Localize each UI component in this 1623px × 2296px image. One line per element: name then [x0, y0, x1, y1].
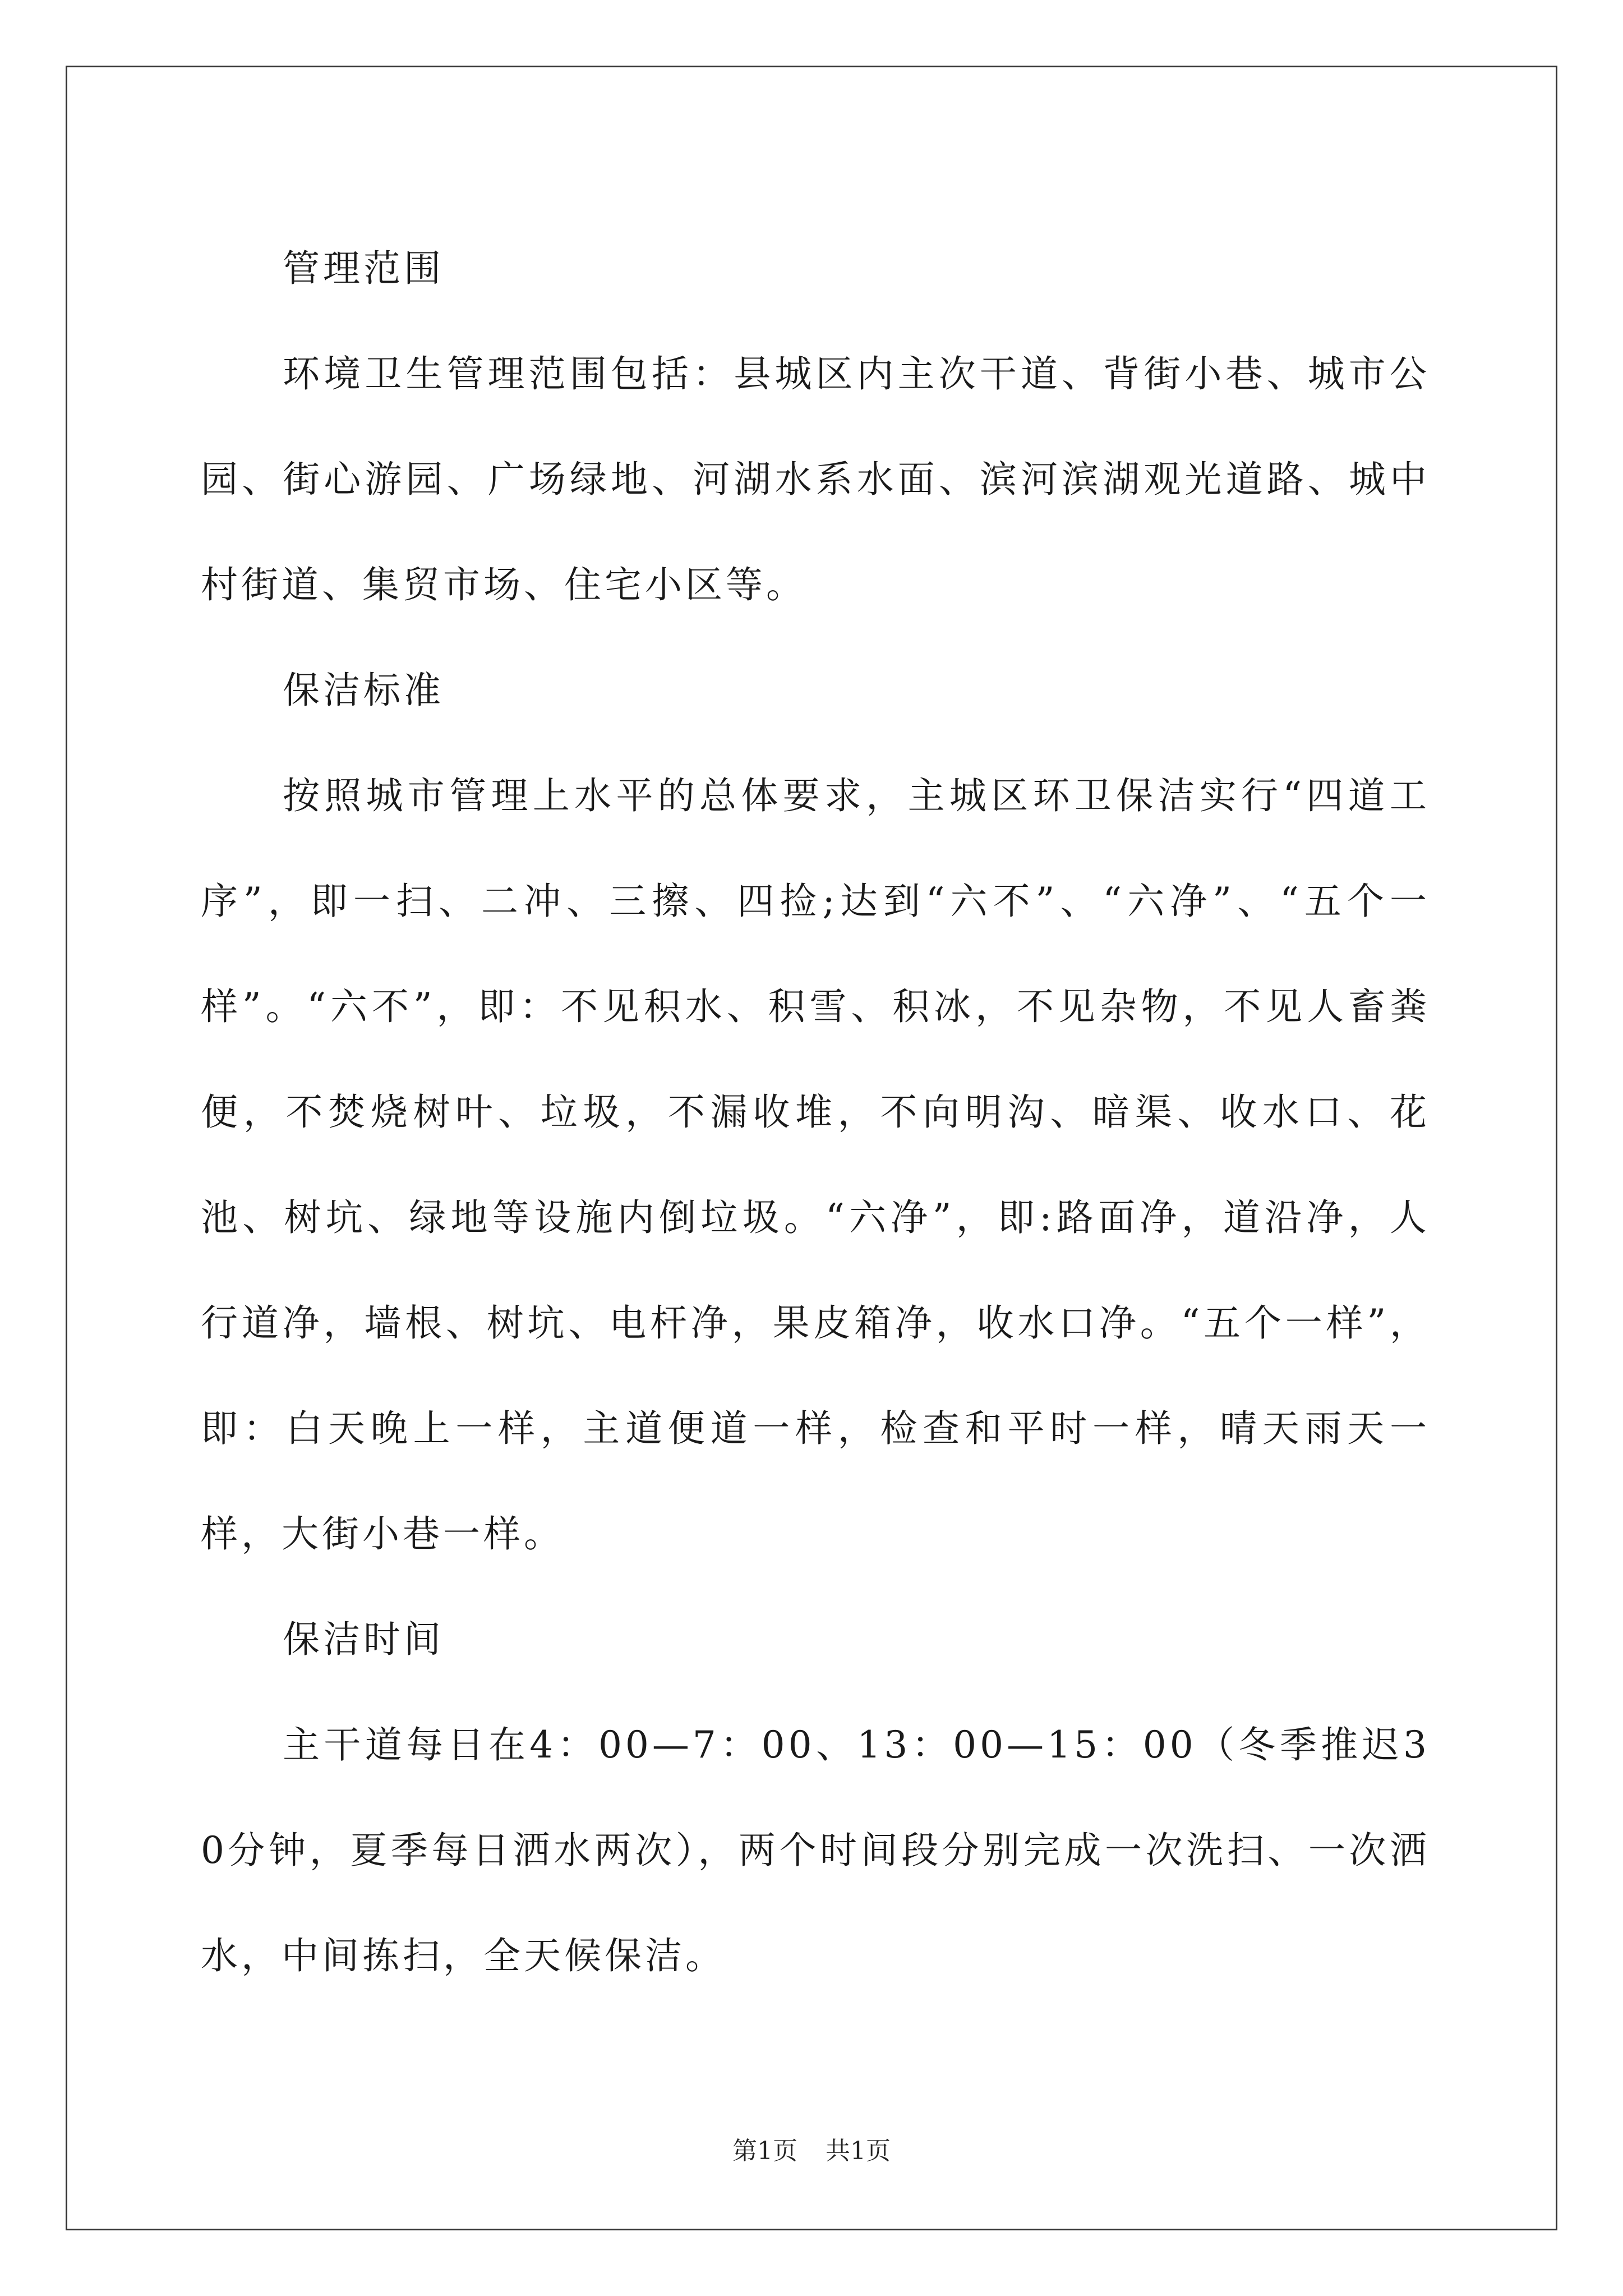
- page-number-current: 第1页: [732, 2137, 797, 2165]
- section-heading-time: 保洁时间: [283, 1618, 444, 1661]
- section-body-time: 主干道每日在4：00—7：00、13：00—15：00（冬季推迟30分钟，夏季每日洒水两次），两个时间段分别完成一次洗扫、一次洒水，中间拣扫，全天候保洁。: [201, 1723, 1430, 1977]
- section-heading-standard: 保洁标准: [283, 669, 444, 712]
- document-body: [201, 216, 1430, 2009]
- section-body-standard: 按照城市管理上水平的总体要求，主城区环卫保洁实行“四道工序”，即一扫、二冲、三擦、四捡;达到“六不”、“六净”、“五个一样”。“六不”，即：不见积水、积雪、积冰，不见杂物，不见人畜粪便，不焚烧树叶、垃圾，不漏收堆，不向明沟、暗渠、收水口、花池、树坑、绿地等设施内倒垃圾。“六净”，即:路面净，道沿净，人行道净，墙根、树坑、电杆净，果皮箱净，收水口净。“五个一样”，即：白天晚上一样，主道便道一样，检查和平时一样，晴天雨天一样，大街小巷一样。: [201, 774, 1430, 1556]
- page-number-total: 共1页: [826, 2137, 891, 2165]
- page-footer: [0, 2134, 1623, 2168]
- section-heading-scope: 管理范围: [283, 247, 444, 290]
- section-body-scope: 环境卫生管理范围包括：县城区内主次干道、背街小巷、城市公园、街心游园、广场绿地、河湖水系水面、滨河滨湖观光道路、城中村街道、集贸市场、住宅小区等。: [201, 352, 1430, 606]
